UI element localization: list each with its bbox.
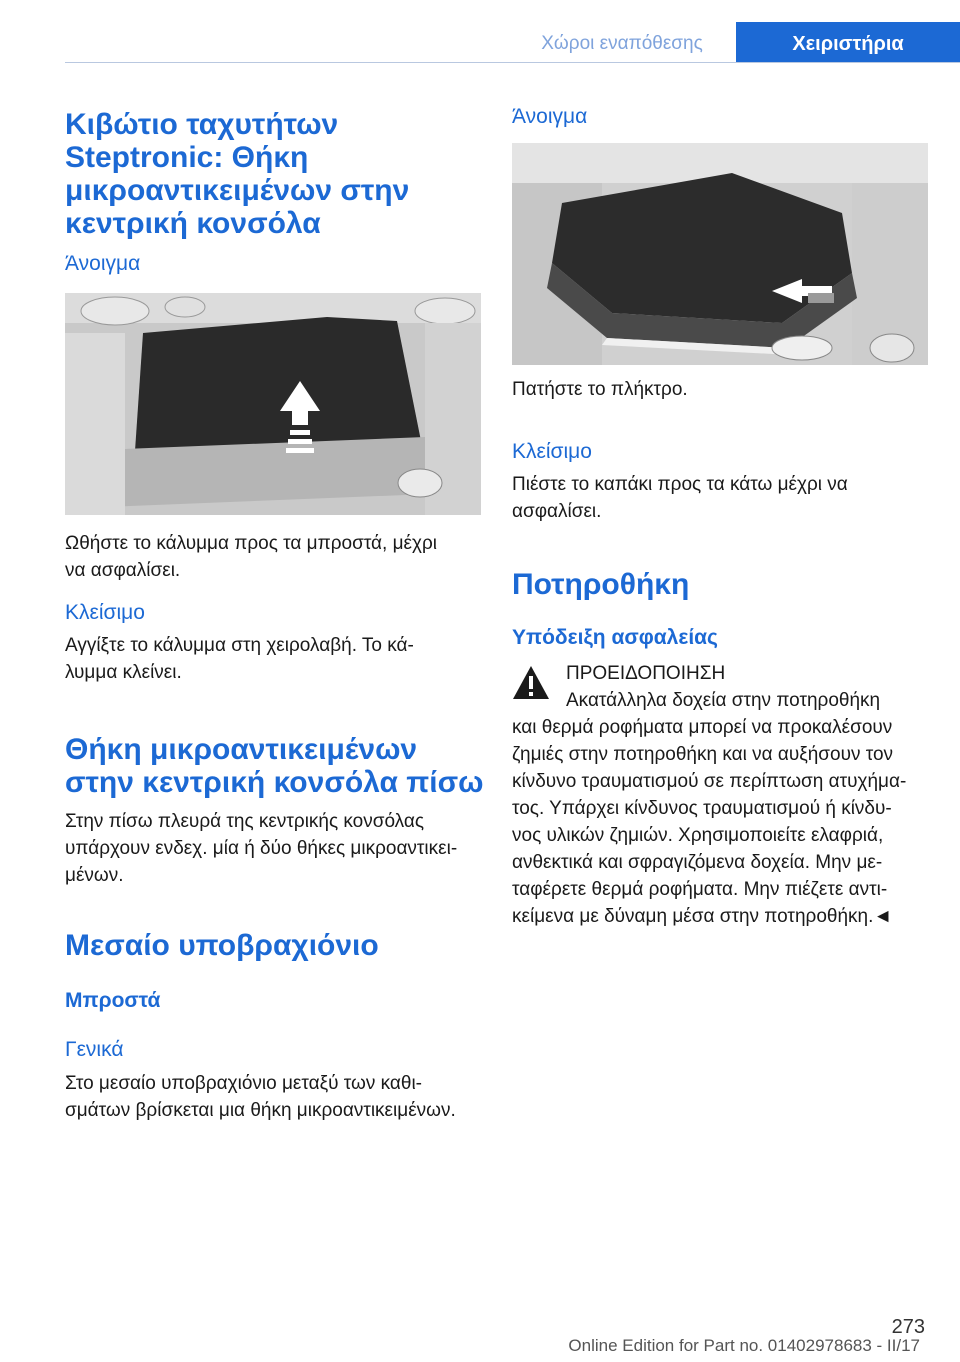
armrest-illustration [512, 143, 928, 365]
safety-heading: Υπόδειξη ασφαλείας [512, 626, 718, 649]
text-line: ζημιές στην ποτηροθήκη και να αυξήσουν τον [512, 744, 894, 765]
text-line: ανθεκτικά και σφραγιζόμενα δοχεία. Μην με- [512, 852, 883, 873]
close-text-left [65, 632, 414, 686]
text-line: ασφαλίσει. [512, 501, 602, 522]
text-line: και θερμά ροφήματα μπορεί να προκαλέσουν [512, 717, 893, 738]
close-text-right [512, 471, 848, 525]
title-steptronic-storage [65, 108, 409, 240]
open-text-left [65, 530, 437, 584]
close-heading-right: Κλείσιμο [512, 440, 592, 463]
front-heading: Μπροστά [65, 989, 161, 1012]
open-heading-right: Άνοιγμα [512, 105, 588, 128]
title-line: στην κεντρική κονσόλα πίσω [65, 766, 484, 799]
text-line: μένων. [65, 865, 124, 886]
title-line: κεντρική κονσόλα [65, 207, 321, 240]
title-line: Steptronic: Θήκη [65, 141, 309, 174]
text-line: Ωθήστε το κάλυμμα προς τα μπροστά, μέχρι [65, 533, 438, 554]
page-number: 273 [891, 1316, 925, 1338]
edition-footer: Online Edition for Part no. 01402978683 - II/17 [568, 1336, 920, 1355]
warning-text [512, 687, 928, 930]
text-line: κίνδυνο τραυματισμού σε περίπτωση ατυχήμα- [512, 771, 907, 792]
text-line: κείμενα με δύναμη μέσα στην ποτηροθήκη.◄ [512, 906, 893, 927]
text-line: Στην πίσω πλευρά της κεντρικής κονσόλας [65, 811, 425, 832]
text-line: λυμμα κλείνει. [65, 662, 182, 683]
console-cover-illustration [65, 293, 481, 515]
text-line: Πιέστε το καπάκι προς τα κάτω μέχρι να [512, 474, 848, 495]
general-heading: Γενικά [65, 1038, 124, 1061]
open-heading-left: Άνοιγμα [65, 252, 141, 275]
text-line: Αγγίξτε το κάλυμμα στη χειρολαβή. Το κά- [65, 635, 414, 656]
section-tab[interactable]: Χώροι εναπόθεσης [541, 33, 703, 54]
text-line: σμάτων βρίσκεται μια θήκη μικροαντικειμένων. [65, 1100, 456, 1121]
text-line: τος. Υπάρχει κίνδυνος τραυματισμού ή κίνδυ- [512, 798, 892, 819]
title-line: Θήκη μικροαντικειμένων [65, 733, 418, 766]
header-divider [65, 62, 960, 63]
warning-label: ΠΡΟΕΙΔΟΠΟΙΗΣΗ [566, 663, 726, 684]
title-cupholder: Ποτηροθήκη [512, 568, 690, 601]
text-line: Ακατάλληλα δοχεία στην ποτηροθήκη [566, 690, 881, 711]
press-button-text: Πατήστε το πλήκτρο. [512, 379, 688, 400]
title-armrest: Μεσαίο υποβραχιόνιο [65, 929, 379, 962]
close-heading-left: Κλείσιμο [65, 601, 145, 624]
rear-storage-text [65, 808, 457, 889]
text-line: νος υλικών ζημιών. Χρησιμοποιείτε ελαφριά, [512, 825, 884, 846]
text-line: να ασφαλίσει. [65, 560, 181, 581]
general-text [65, 1070, 456, 1124]
text-line: Στο μεσαίο υποβραχιόνιο μεταξύ των καθι- [65, 1073, 422, 1094]
title-rear-storage [65, 733, 483, 799]
text-line: υπάρχουν ενδεχ. μία ή δύο θήκες μικροαντικει- [65, 838, 458, 859]
title-line: Κιβώτιο ταχυτήτων [65, 108, 339, 141]
chapter-tab[interactable]: Χειριστήρια [736, 22, 960, 62]
title-line: μικροαντικειμένων στην [65, 174, 410, 207]
text-line: ταφέρετε θερμά ροφήματα. Μην πιέζετε αντι- [512, 879, 888, 900]
